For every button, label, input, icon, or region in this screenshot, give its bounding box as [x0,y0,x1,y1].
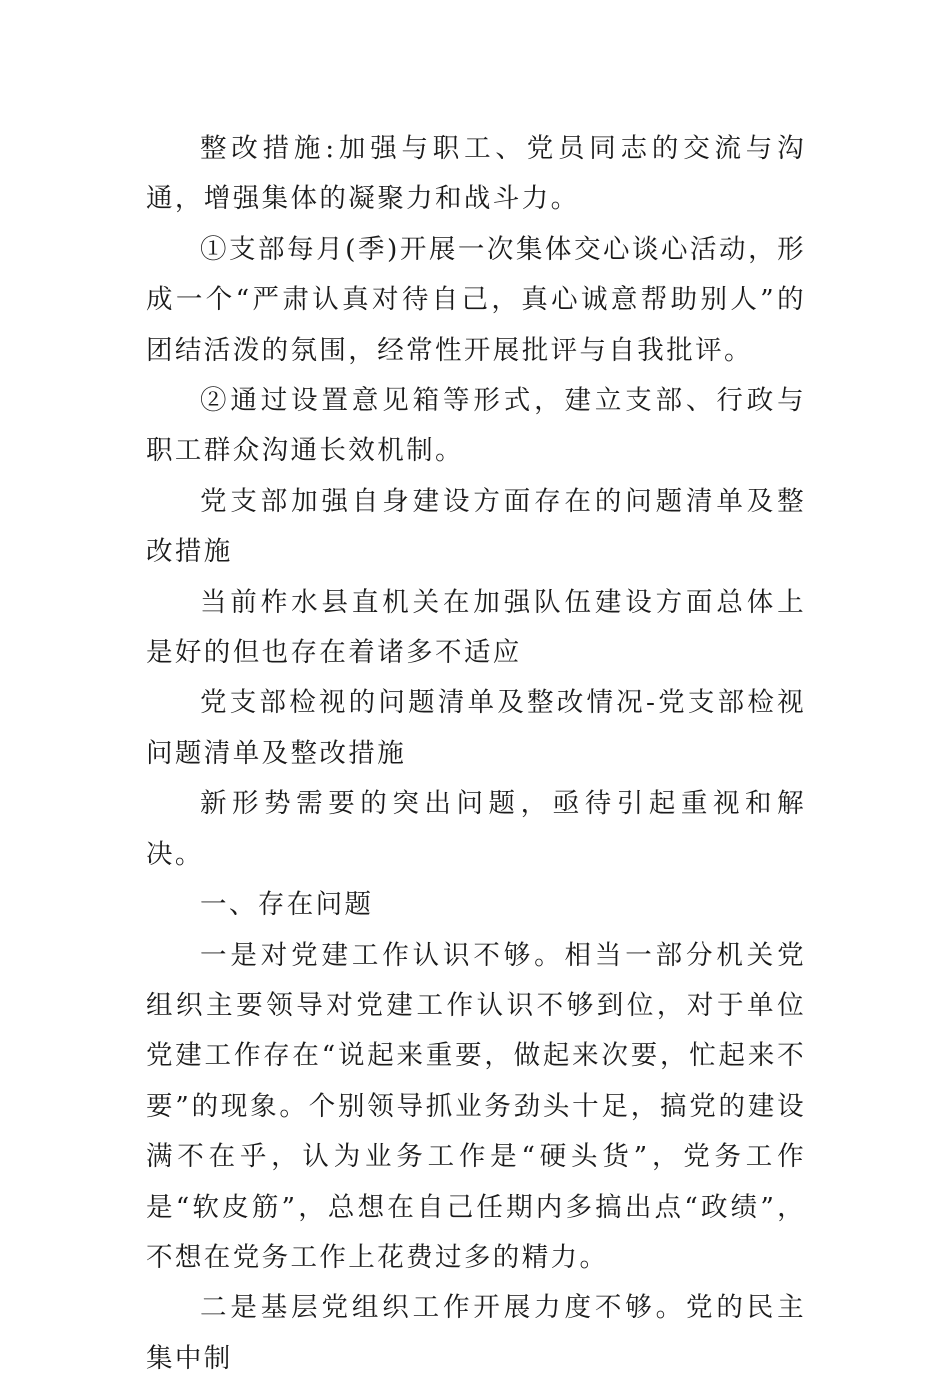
paragraph-measure-2: ②通过设置意见箱等形式，建立支部、行政与职工群众沟通长效机制。 [146,385,806,467]
paragraph-problem-2: 二是基层党组织工作开展力度不够。党的民主集中制 [146,1292,806,1374]
document-body [146,124,806,1384]
paragraph-section-heading: 党支部加强自身建设方面存在的问题清单及整改措施 [146,485,806,568]
paragraph-problem-list-title: 党支部检视的问题清单及整改情况-党支部检视问题清单及整改措施 [146,687,806,769]
paragraph-rectification-measures: 整改措施:加强与职工、党员同志的交流与沟通，增强集体的凝聚力和战斗力。 [146,133,806,215]
paragraph-measure-1: ①支部每月(季)开展一次集体交心谈心活动，形成一个“严肃认真对待自己，真心诚意帮助别人”的团结活泼的氛围，经常性开展批评与自我批评。 [146,233,806,366]
paragraph-current-situation: 当前柞水县直机关在加强队伍建设方面总体上是好的但也存在着诸多不适应 [146,586,806,669]
paragraph-problem-1: 一是对党建工作认识不够。相当一部分机关党组织主要领导对党建工作认识不够到位，对于单位党建工作存在“说起来重要，做起来次要，忙起来不要”的现象。个别领导抓业务劲头十足，搞党的建设满不在乎，认为业务工作是“硬头货”，党务工作是“软皮筋”，总想在自己任期内多搞出点“政绩”，不想在党务工作上花费过多的精力。 [146,939,806,1273]
paragraph-existing-problems-heading: 一、存在问题 [200,889,374,921]
paragraph-urgent-problems: 新形势需要的突出问题，亟待引起重视和解决。 [146,788,806,870]
